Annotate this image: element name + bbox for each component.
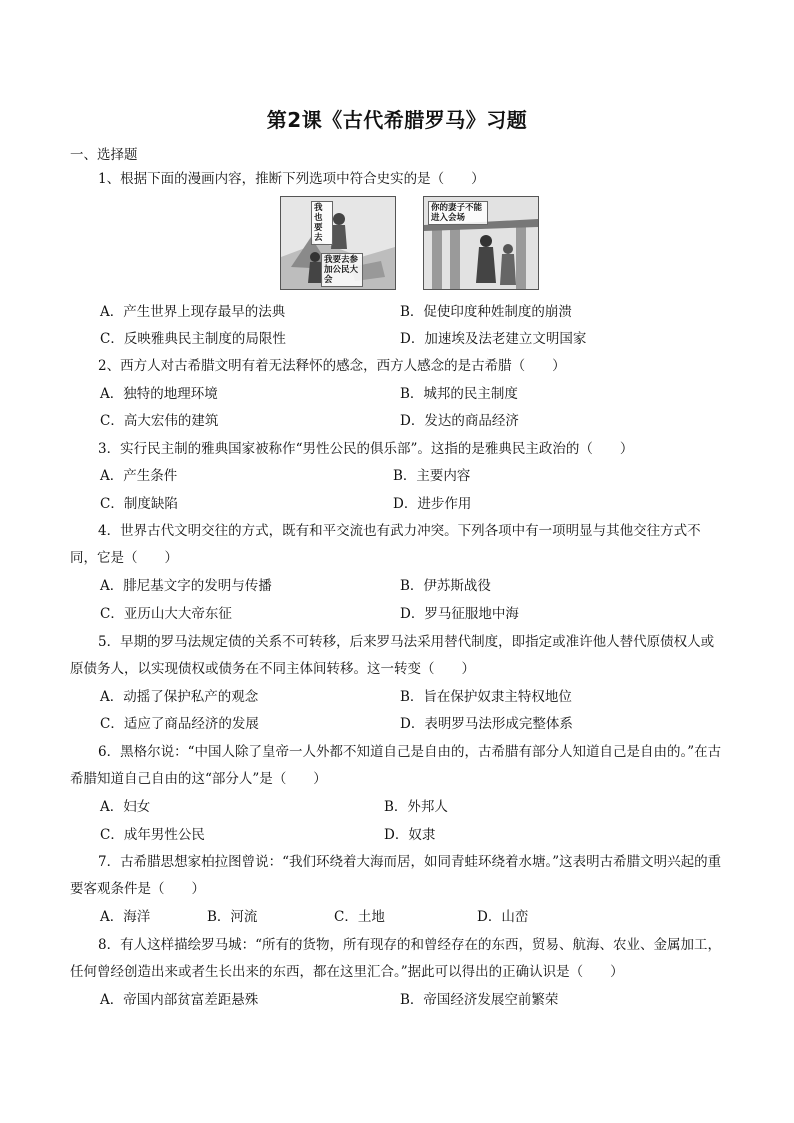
q5-option-d: D．表明罗马法形成完整体系 — [400, 716, 573, 732]
answer-bracket: （ ） — [124, 550, 178, 566]
question-3-text: 3．实行民主制的雅典国家被称作“男性公民的俱乐部”。这指的是雅典民主政治的 — [98, 441, 580, 457]
question-7-text: 7．古希腊思想家柏拉图曾说：“我们环绕着大海而居，如同青蛙环绕着水塘。”这表明古希腊文明兴起的重要客观条件是 — [70, 854, 722, 897]
cartoon-left-image — [280, 196, 396, 290]
q8-option-b: B．帝国经济发展空前繁荣 — [400, 992, 559, 1008]
answer-bracket: （ ） — [511, 358, 566, 374]
question-7 — [70, 849, 726, 903]
question-3 — [70, 436, 726, 463]
q7-option-c: C．土地 — [334, 909, 385, 925]
question-1-text: 1、根据下面的漫画内容，推断下列选项中符合史实的是 — [98, 171, 431, 187]
q6-option-d: D．奴隶 — [384, 827, 436, 843]
q6-option-b: B．外邦人 — [384, 799, 448, 815]
cartoon-right-caption: 你的妻子不能进入会场 — [428, 201, 488, 225]
q5-option-b: B．旨在保护奴隶主特权地位 — [400, 689, 572, 705]
answer-bracket: （ ） — [579, 441, 634, 457]
answer-bracket: （ ） — [151, 881, 205, 897]
q5-option-c: C．适应了商品经济的发展 — [100, 716, 259, 732]
q4-option-a: A．腓尼基文字的发明与传播 — [100, 578, 272, 594]
question-4-text: 4．世界古代文明交往的方式，既有和平交流也有武力冲突。下列各项中有一项明显与其他交往方式不同，它是 — [70, 523, 701, 566]
cartoon-right-image — [423, 196, 539, 290]
q1-option-d: D．加速埃及法老建立文明国家 — [400, 331, 587, 347]
q1-option-b: B．促使印度种姓制度的崩溃 — [400, 304, 572, 320]
q7-option-a: A．海洋 — [100, 909, 151, 925]
q8-option-a: A．帝国内部贫富差距悬殊 — [100, 992, 259, 1008]
question-6 — [70, 739, 726, 793]
answer-bracket: （ ） — [569, 964, 624, 980]
answer-bracket: （ ） — [272, 771, 327, 787]
q3-option-c: C．制度缺陷 — [100, 496, 178, 512]
q2-option-b: B．城邦的民主制度 — [400, 386, 518, 402]
question-2 — [70, 353, 726, 380]
q2-option-c: C．高大宏伟的建筑 — [100, 413, 219, 429]
q1-option-c: C．反映雅典民主制度的局限性 — [100, 331, 286, 347]
answer-bracket: （ ） — [421, 661, 475, 677]
question-2-text: 2、西方人对古希腊文明有着无法释怀的感念，西方人感念的是古希腊 — [98, 358, 512, 374]
question-5 — [70, 629, 726, 683]
q2-option-a: A．独特的地理环境 — [100, 386, 218, 402]
question-8 — [70, 932, 726, 986]
question-8-text: 8．有人这样描绘罗马城：“所有的货物，所有现存的和曾经存在的东西，贸易、航海、农业、金属加工，任何曾经创造出来或者生长出来的东西，都在这里汇合。”据此可以得出的正确认识是 — [70, 937, 721, 980]
question-1 — [70, 166, 726, 193]
cartoon-left-caption-bottom: 我要去参加公民大会 — [321, 253, 363, 287]
q3-option-a: A．产生条件 — [100, 468, 178, 484]
page-title: 第2课《古代希腊罗马》习题 — [266, 108, 528, 132]
q6-option-c: C．成年男性公民 — [100, 827, 205, 843]
q4-option-d: D．罗马征服地中海 — [400, 606, 519, 622]
q4-option-c: C．亚历山大大帝东征 — [100, 606, 232, 622]
q3-option-b: B．主要内容 — [393, 468, 471, 484]
q1-option-a: A．产生世界上现存最早的法典 — [100, 304, 286, 320]
q7-option-d: D．山峦 — [477, 909, 529, 925]
q2-option-d: D．发达的商品经济 — [400, 413, 519, 429]
question-6-text: 6．黑格尔说：“中国人除了皇帝一人外都不知道自己是自由的，古希腊有部分人知道自己是自由的。”在古希腊知道自己自由的这“部分人”是 — [70, 744, 722, 787]
q4-option-b: B．伊苏斯战役 — [400, 578, 491, 594]
answer-bracket: （ ） — [430, 171, 485, 187]
section-heading: 一、选择题 — [70, 147, 138, 163]
q6-option-a: A．妇女 — [100, 799, 151, 815]
q5-option-a: A．动摇了保护私产的观念 — [100, 689, 259, 705]
question-5-text: 5．早期的罗马法规定债的关系不可转移，后来罗马法采用替代制度，即指定或准许他人替代原债权人或原债务人，以实现债权或债务在不同主体间转移。这一转变 — [70, 634, 715, 677]
q7-option-b: B．河流 — [207, 909, 258, 925]
q3-option-d: D．进步作用 — [393, 496, 472, 512]
cartoon-left-caption-top: 我也要去 — [311, 201, 333, 245]
question-4 — [70, 518, 726, 572]
